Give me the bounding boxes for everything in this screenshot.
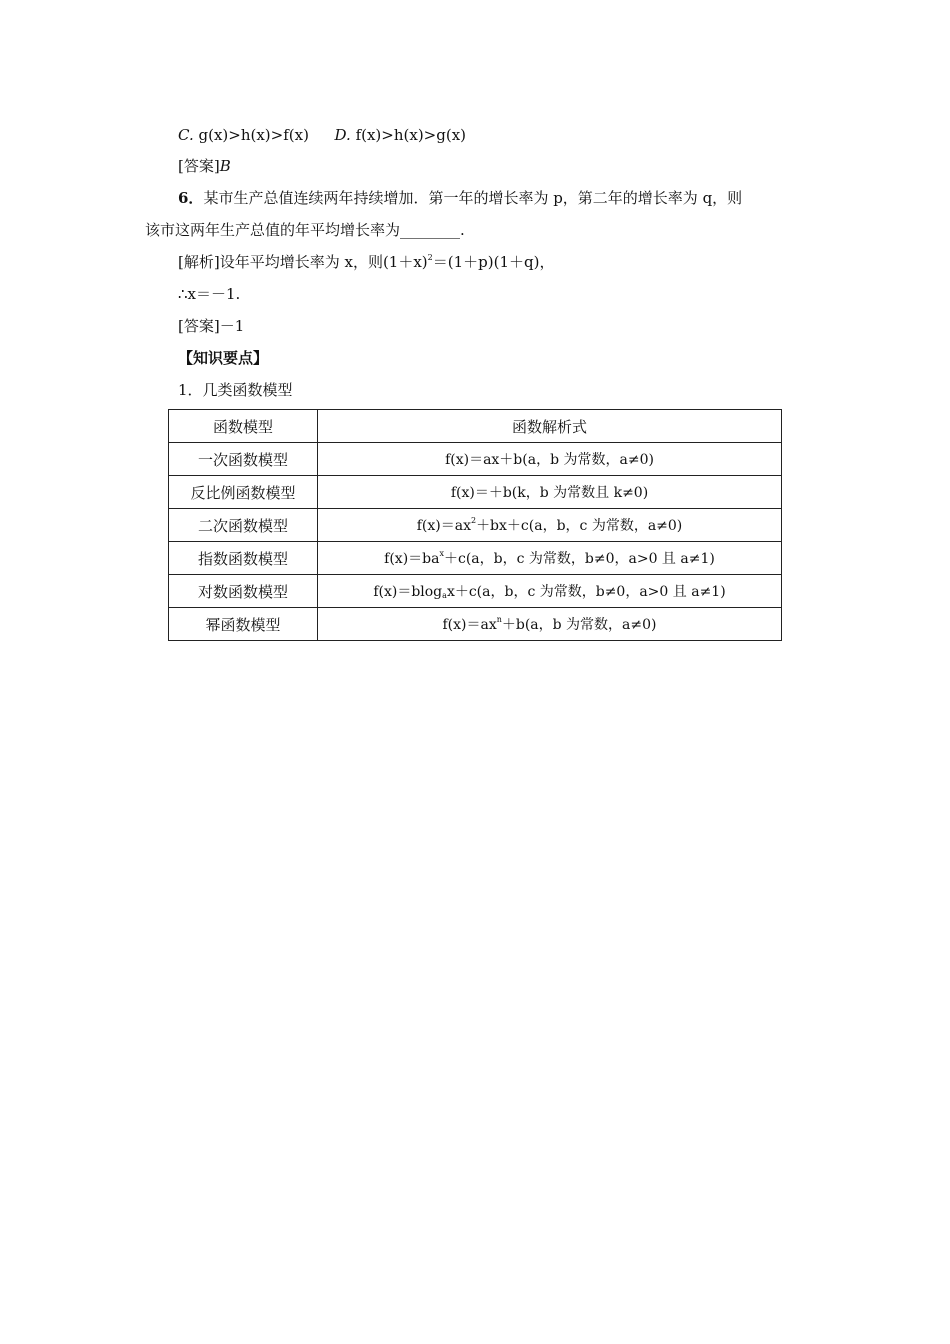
answer-6: [178, 316, 244, 336]
table-header: 函数解析式: [318, 410, 782, 443]
answer-value: B: [219, 157, 231, 175]
conclusion-text: ∴x＝－1.: [178, 285, 241, 303]
exponent: 2: [427, 253, 433, 262]
question-6-line1: [178, 188, 742, 208]
section-title-text: 【知识要点】: [178, 349, 269, 367]
model-formula: f(x)＝ax＋b(a，b 为常数，a≠0): [318, 443, 782, 476]
table-row: [169, 608, 782, 641]
question-6-line2: [145, 220, 465, 240]
model-name: 对数函数模型: [169, 575, 318, 608]
model-name: 一次函数模型: [169, 443, 318, 476]
analysis-label: [解析]: [178, 253, 220, 271]
section-subtitle-text: 1．几类函数模型: [178, 381, 293, 399]
question-text-cont: 该市这两年生产总值的年平均增长率为________.: [145, 221, 465, 239]
table-header-row: [169, 410, 782, 443]
option-d-text: f(x)>h(x)>g(x): [355, 126, 467, 144]
analysis-conclusion: [178, 284, 240, 304]
model-name: 幂函数模型: [169, 608, 318, 641]
model-name: 二次函数模型: [169, 509, 318, 542]
analysis-text-b: ＝(1＋p)(1＋q)，: [432, 253, 555, 271]
model-formula: $f(x)=ba^x+c(a$，b，c 为常数，b≠0，a>0 且 a≠1): [318, 542, 782, 575]
table-header: 函数模型: [169, 410, 318, 443]
function-models-table: [168, 409, 782, 641]
question-text: 某市生产总值连续两年持续增加．第一年的增长率为 p，第二年的增长率为 q，则: [203, 189, 743, 207]
model-formula: f(x)＝blog$_a$x＋c(a，b，c 为常数，b≠0，a>0 且 a≠1): [318, 575, 782, 608]
table-row: [169, 509, 782, 542]
model-formula: $f(x)=ax^2+bx+c(a$，b，c 为常数，a≠0): [318, 509, 782, 542]
answer-value: －1: [219, 317, 245, 335]
table-row: [169, 575, 782, 608]
section-title: [178, 348, 268, 368]
answer-5: [178, 156, 231, 176]
table-row: [169, 476, 782, 509]
table-row: [169, 542, 782, 575]
section-subtitle: [178, 380, 293, 400]
answer-label: [答案]: [178, 317, 220, 335]
model-name: 反比例函数模型: [169, 476, 318, 509]
option-d-label: D.: [334, 126, 351, 144]
analysis-text: 设年平均增长率为 x，则(1＋x): [219, 253, 428, 271]
model-formula: $f(x)=ax^n+b(a$，b 为常数，a≠0): [318, 608, 782, 641]
model-name: 指数函数模型: [169, 542, 318, 575]
analysis-line: [178, 252, 554, 272]
answer-label: [答案]: [178, 157, 220, 175]
option-c-label: C.: [178, 126, 194, 144]
option-c-text: g(x)>h(x)>f(x): [198, 126, 309, 144]
options-line: [178, 125, 466, 145]
table-row: [169, 443, 782, 476]
model-formula: f(x)＝＋b(k，b 为常数且 k≠0): [318, 476, 782, 509]
question-number: 6．: [178, 189, 204, 207]
